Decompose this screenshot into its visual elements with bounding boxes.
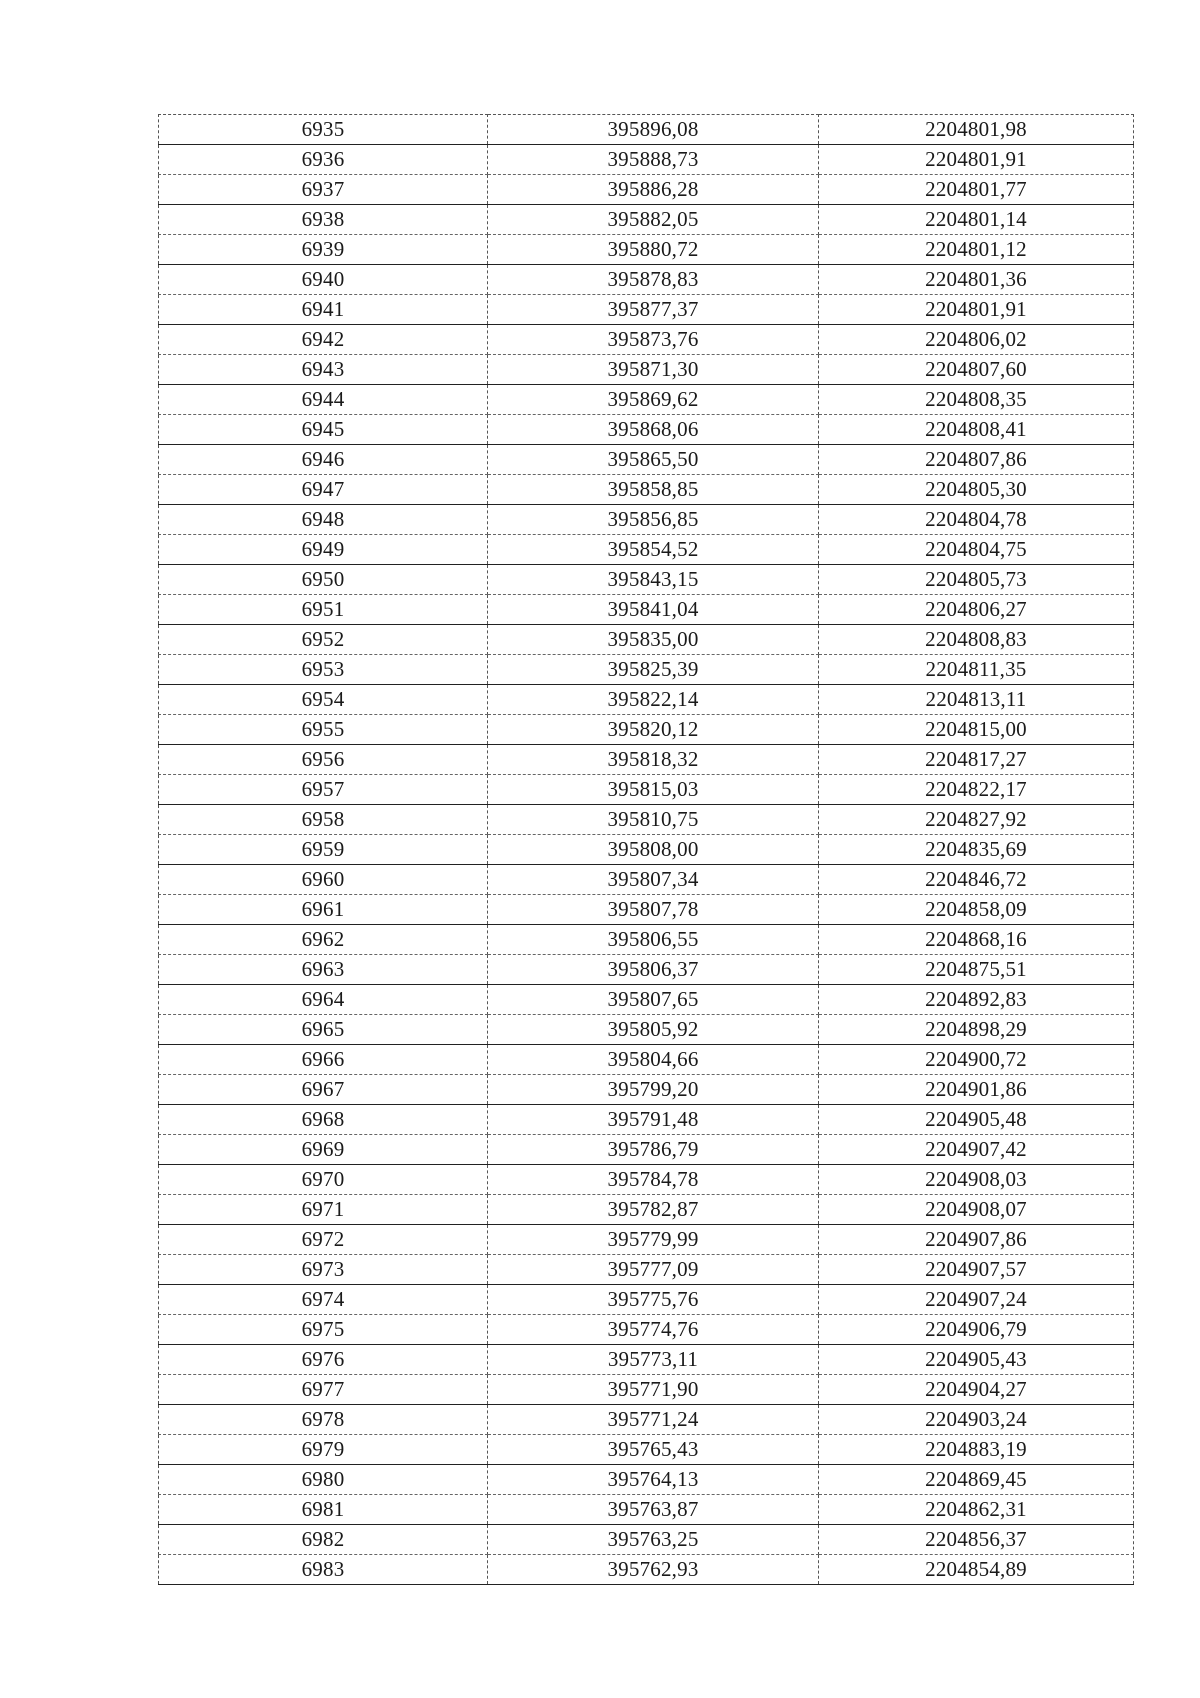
y-coordinate-cell: 2204868,16: [819, 925, 1134, 955]
table-row: [159, 415, 1134, 445]
point-number-cell: 6968: [159, 1105, 488, 1135]
y-coordinate-cell: 2204806,27: [819, 595, 1134, 625]
point-number-cell: 6959: [159, 835, 488, 865]
table-row: [159, 1555, 1134, 1585]
table-row: [159, 1525, 1134, 1555]
point-number-cell: 6966: [159, 1045, 488, 1075]
point-number-cell: 6949: [159, 535, 488, 565]
table-row: [159, 1315, 1134, 1345]
x-coordinate-cell: 395773,11: [488, 1345, 819, 1375]
point-number-cell: 6950: [159, 565, 488, 595]
table-row: [159, 805, 1134, 835]
point-number-cell: 6976: [159, 1345, 488, 1375]
y-coordinate-cell: 2204804,75: [819, 535, 1134, 565]
x-coordinate-cell: 395878,83: [488, 265, 819, 295]
y-coordinate-cell: 2204862,31: [819, 1495, 1134, 1525]
table-row: [159, 1465, 1134, 1495]
point-number-cell: 6957: [159, 775, 488, 805]
y-coordinate-cell: 2204900,72: [819, 1045, 1134, 1075]
table-row: [159, 1165, 1134, 1195]
x-coordinate-cell: 395791,48: [488, 1105, 819, 1135]
point-number-cell: 6945: [159, 415, 488, 445]
x-coordinate-cell: 395805,92: [488, 1015, 819, 1045]
x-coordinate-cell: 395880,72: [488, 235, 819, 265]
y-coordinate-cell: 2204846,72: [819, 865, 1134, 895]
table-row: [159, 1135, 1134, 1165]
table-row: [159, 1435, 1134, 1465]
table-row: [159, 325, 1134, 355]
x-coordinate-cell: 395841,04: [488, 595, 819, 625]
y-coordinate-cell: 2204904,27: [819, 1375, 1134, 1405]
x-coordinate-cell: 395807,78: [488, 895, 819, 925]
table-row: [159, 625, 1134, 655]
y-coordinate-cell: 2204807,86: [819, 445, 1134, 475]
table-row: [159, 235, 1134, 265]
x-coordinate-cell: 395858,85: [488, 475, 819, 505]
table-row: [159, 115, 1134, 145]
x-coordinate-cell: 395806,37: [488, 955, 819, 985]
table-row: [159, 355, 1134, 385]
x-coordinate-cell: 395763,25: [488, 1525, 819, 1555]
table-row: [159, 595, 1134, 625]
point-number-cell: 6935: [159, 115, 488, 145]
point-number-cell: 6958: [159, 805, 488, 835]
table-row: [159, 835, 1134, 865]
y-coordinate-cell: 2204875,51: [819, 955, 1134, 985]
x-coordinate-cell: 395886,28: [488, 175, 819, 205]
table-row: [159, 1405, 1134, 1435]
point-number-cell: 6978: [159, 1405, 488, 1435]
x-coordinate-cell: 395815,03: [488, 775, 819, 805]
y-coordinate-cell: 2204869,45: [819, 1465, 1134, 1495]
point-number-cell: 6948: [159, 505, 488, 535]
table-row: [159, 1345, 1134, 1375]
point-number-cell: 6943: [159, 355, 488, 385]
y-coordinate-cell: 2204815,00: [819, 715, 1134, 745]
y-coordinate-cell: 2204898,29: [819, 1015, 1134, 1045]
point-number-cell: 6941: [159, 295, 488, 325]
x-coordinate-cell: 395865,50: [488, 445, 819, 475]
table-row: [159, 505, 1134, 535]
y-coordinate-cell: 2204827,92: [819, 805, 1134, 835]
table-row: [159, 745, 1134, 775]
point-number-cell: 6956: [159, 745, 488, 775]
point-number-cell: 6965: [159, 1015, 488, 1045]
point-number-cell: 6955: [159, 715, 488, 745]
x-coordinate-cell: 395771,24: [488, 1405, 819, 1435]
y-coordinate-cell: 2204806,02: [819, 325, 1134, 355]
y-coordinate-cell: 2204808,83: [819, 625, 1134, 655]
table-row: [159, 955, 1134, 985]
table-row: [159, 205, 1134, 235]
y-coordinate-cell: 2204854,89: [819, 1555, 1134, 1585]
coordinates-table: [158, 114, 1134, 1585]
point-number-cell: 6969: [159, 1135, 488, 1165]
point-number-cell: 6967: [159, 1075, 488, 1105]
x-coordinate-cell: 395806,55: [488, 925, 819, 955]
table-row: [159, 1015, 1134, 1045]
x-coordinate-cell: 395775,76: [488, 1285, 819, 1315]
y-coordinate-cell: 2204801,77: [819, 175, 1134, 205]
y-coordinate-cell: 2204813,11: [819, 685, 1134, 715]
point-number-cell: 6946: [159, 445, 488, 475]
point-number-cell: 6936: [159, 145, 488, 175]
x-coordinate-cell: 395764,13: [488, 1465, 819, 1495]
point-number-cell: 6938: [159, 205, 488, 235]
x-coordinate-cell: 395868,06: [488, 415, 819, 445]
point-number-cell: 6980: [159, 1465, 488, 1495]
table-row: [159, 985, 1134, 1015]
table-row: [159, 775, 1134, 805]
y-coordinate-cell: 2204801,98: [819, 115, 1134, 145]
table-row: [159, 865, 1134, 895]
point-number-cell: 6981: [159, 1495, 488, 1525]
y-coordinate-cell: 2204906,79: [819, 1315, 1134, 1345]
table-row: [159, 385, 1134, 415]
table-row: [159, 1255, 1134, 1285]
x-coordinate-cell: 395771,90: [488, 1375, 819, 1405]
point-number-cell: 6973: [159, 1255, 488, 1285]
x-coordinate-cell: 395818,32: [488, 745, 819, 775]
table-row: [159, 1105, 1134, 1135]
point-number-cell: 6963: [159, 955, 488, 985]
x-coordinate-cell: 395871,30: [488, 355, 819, 385]
y-coordinate-cell: 2204801,12: [819, 235, 1134, 265]
x-coordinate-cell: 395782,87: [488, 1195, 819, 1225]
x-coordinate-cell: 395786,79: [488, 1135, 819, 1165]
x-coordinate-cell: 395835,00: [488, 625, 819, 655]
y-coordinate-cell: 2204807,60: [819, 355, 1134, 385]
table-row: [159, 1285, 1134, 1315]
y-coordinate-cell: 2204907,24: [819, 1285, 1134, 1315]
point-number-cell: 6939: [159, 235, 488, 265]
x-coordinate-cell: 395869,62: [488, 385, 819, 415]
table-row: [159, 1195, 1134, 1225]
table-row: [159, 535, 1134, 565]
point-number-cell: 6982: [159, 1525, 488, 1555]
y-coordinate-cell: 2204801,91: [819, 295, 1134, 325]
y-coordinate-cell: 2204808,41: [819, 415, 1134, 445]
point-number-cell: 6983: [159, 1555, 488, 1585]
y-coordinate-cell: 2204883,19: [819, 1435, 1134, 1465]
y-coordinate-cell: 2204811,35: [819, 655, 1134, 685]
x-coordinate-cell: 395807,34: [488, 865, 819, 895]
table-row: [159, 295, 1134, 325]
x-coordinate-cell: 395807,65: [488, 985, 819, 1015]
table-row: [159, 925, 1134, 955]
point-number-cell: 6974: [159, 1285, 488, 1315]
y-coordinate-cell: 2204907,42: [819, 1135, 1134, 1165]
point-number-cell: 6970: [159, 1165, 488, 1195]
table-row: [159, 175, 1134, 205]
table-row: [159, 1075, 1134, 1105]
x-coordinate-cell: 395777,09: [488, 1255, 819, 1285]
x-coordinate-cell: 395888,73: [488, 145, 819, 175]
point-number-cell: 6952: [159, 625, 488, 655]
x-coordinate-cell: 395856,85: [488, 505, 819, 535]
point-number-cell: 6947: [159, 475, 488, 505]
point-number-cell: 6937: [159, 175, 488, 205]
x-coordinate-cell: 395784,78: [488, 1165, 819, 1195]
y-coordinate-cell: 2204858,09: [819, 895, 1134, 925]
y-coordinate-cell: 2204805,30: [819, 475, 1134, 505]
point-number-cell: 6971: [159, 1195, 488, 1225]
point-number-cell: 6977: [159, 1375, 488, 1405]
table-row: [159, 1045, 1134, 1075]
table-row: [159, 655, 1134, 685]
table-row: [159, 715, 1134, 745]
point-number-cell: 6961: [159, 895, 488, 925]
x-coordinate-cell: 395765,43: [488, 1435, 819, 1465]
y-coordinate-cell: 2204907,57: [819, 1255, 1134, 1285]
y-coordinate-cell: 2204801,14: [819, 205, 1134, 235]
point-number-cell: 6972: [159, 1225, 488, 1255]
y-coordinate-cell: 2204835,69: [819, 835, 1134, 865]
table-row: [159, 565, 1134, 595]
x-coordinate-cell: 395877,37: [488, 295, 819, 325]
y-coordinate-cell: 2204905,43: [819, 1345, 1134, 1375]
y-coordinate-cell: 2204817,27: [819, 745, 1134, 775]
y-coordinate-cell: 2204903,24: [819, 1405, 1134, 1435]
point-number-cell: 6979: [159, 1435, 488, 1465]
y-coordinate-cell: 2204805,73: [819, 565, 1134, 595]
y-coordinate-cell: 2204908,03: [819, 1165, 1134, 1195]
x-coordinate-cell: 395779,99: [488, 1225, 819, 1255]
y-coordinate-cell: 2204892,83: [819, 985, 1134, 1015]
x-coordinate-cell: 395854,52: [488, 535, 819, 565]
y-coordinate-cell: 2204801,36: [819, 265, 1134, 295]
x-coordinate-cell: 395896,08: [488, 115, 819, 145]
x-coordinate-cell: 395822,14: [488, 685, 819, 715]
x-coordinate-cell: 395820,12: [488, 715, 819, 745]
y-coordinate-cell: 2204907,86: [819, 1225, 1134, 1255]
point-number-cell: 6954: [159, 685, 488, 715]
point-number-cell: 6964: [159, 985, 488, 1015]
coordinates-table-body: [159, 115, 1134, 1585]
x-coordinate-cell: 395882,05: [488, 205, 819, 235]
point-number-cell: 6942: [159, 325, 488, 355]
x-coordinate-cell: 395808,00: [488, 835, 819, 865]
point-number-cell: 6951: [159, 595, 488, 625]
table-row: [159, 475, 1134, 505]
table-row: [159, 685, 1134, 715]
x-coordinate-cell: 395774,76: [488, 1315, 819, 1345]
x-coordinate-cell: 395873,76: [488, 325, 819, 355]
table-row: [159, 1375, 1134, 1405]
point-number-cell: 6962: [159, 925, 488, 955]
table-row: [159, 145, 1134, 175]
y-coordinate-cell: 2204856,37: [819, 1525, 1134, 1555]
y-coordinate-cell: 2204908,07: [819, 1195, 1134, 1225]
x-coordinate-cell: 395843,15: [488, 565, 819, 595]
point-number-cell: 6944: [159, 385, 488, 415]
y-coordinate-cell: 2204801,91: [819, 145, 1134, 175]
table-row: [159, 265, 1134, 295]
table-row: [159, 1225, 1134, 1255]
table-row: [159, 895, 1134, 925]
x-coordinate-cell: 395763,87: [488, 1495, 819, 1525]
table-row: [159, 445, 1134, 475]
y-coordinate-cell: 2204822,17: [819, 775, 1134, 805]
x-coordinate-cell: 395825,39: [488, 655, 819, 685]
point-number-cell: 6940: [159, 265, 488, 295]
x-coordinate-cell: 395804,66: [488, 1045, 819, 1075]
y-coordinate-cell: 2204808,35: [819, 385, 1134, 415]
point-number-cell: 6960: [159, 865, 488, 895]
x-coordinate-cell: 395799,20: [488, 1075, 819, 1105]
y-coordinate-cell: 2204905,48: [819, 1105, 1134, 1135]
y-coordinate-cell: 2204804,78: [819, 505, 1134, 535]
x-coordinate-cell: 395762,93: [488, 1555, 819, 1585]
table-row: [159, 1495, 1134, 1525]
x-coordinate-cell: 395810,75: [488, 805, 819, 835]
y-coordinate-cell: 2204901,86: [819, 1075, 1134, 1105]
point-number-cell: 6953: [159, 655, 488, 685]
point-number-cell: 6975: [159, 1315, 488, 1345]
